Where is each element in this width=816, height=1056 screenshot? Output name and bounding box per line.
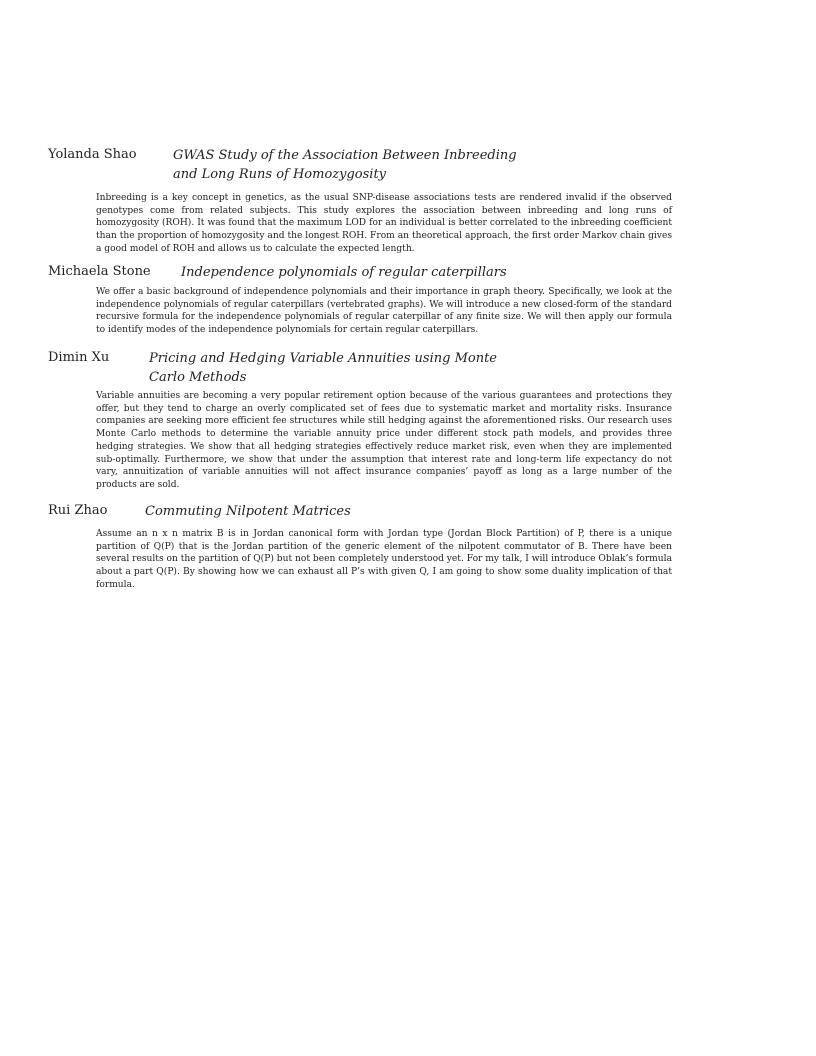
abstract-text: Inbreeding is a key concept in genetics, as the usual SNP-disease associations tests are rendered invalid if the observed genotypes come from related subjects. This study explores the association between inbreeding and long runs of homozygosity (ROH). It was found that the maximum LOD for an individual is better correlated to the inbreeding coefficient than the proportion of homozygosity and the longest ROH. From an theoretical approach, the first order Markov chain gives a good model of ROH and allows us to calculate the expected length.: [96, 193, 672, 254]
abstract-text: We offer a basic background of independence polynomials and their importance in graph theory. Specifically, we look at the independence polynomials of regular caterpillars (vertebrated graphs). We will introduce a new closed-form of the standard recursive formula for the independence polynomials of regular caterpillar of any finite size. We will then apply our formula to identify modes of the independence polynomials for certain regular caterpillars.: [96, 287, 672, 336]
talk-title-line: Independence polynomials of regular caterpillars: [181, 265, 507, 280]
talk-title: [149, 349, 497, 387]
entry-header: [48, 502, 674, 522]
talk-title: [181, 263, 507, 282]
abstract-text: Variable annuities are becoming a very popular retirement option because of the various guarantees and protections they offer, but they tend to charge an overly complicated set of fees due to systematic market and mortality risks. Insurance companies are seeking more efficient fee structures while still hedging against the aforementioned risks. Our research uses Monte Carlo methods to determine the variable annuity price under different stock path models, and provides three hedging strategies. We show that all hedging strategies effectively reduce market risk, even when they are implemented sub-optimally. Furthermore, we show that under the assumption that interest rate and long-term life expectancy do not vary, annuitization of variable annuities will not affect insurance companies’ payoff as long as a large number of the products are sold.: [96, 391, 672, 490]
talk-title-line: Carlo Methods: [149, 370, 247, 385]
abstract-entry: [48, 263, 674, 337]
talk-title-line: Pricing and Hedging Variable Annuities using Monte: [149, 351, 497, 366]
entry-header: [48, 263, 674, 283]
talk-title: [145, 502, 351, 521]
abstract-entry: [48, 349, 674, 492]
entry-header: [48, 146, 674, 184]
abstract-text: Assume an n x n matrix B is in Jordan canonical form with Jordan type (Jordan Block Partition) of P, there is a unique partition of Q(P) that is the Jordan partition of the generic element of the nilpotent commutator of B. There have been several results on the partition of Q(P) but not been completely understood yet. For my talk, I will introduce Oblak’s formula about a part Q(P). By showing how we can exhaust all P’s with given Q, I am going to show some duality implication of that formula.: [96, 529, 672, 590]
talk-title-line: Commuting Nilpotent Matrices: [145, 504, 351, 519]
author-name: Michaela Stone: [48, 264, 151, 279]
author-name: Dimin Xu: [48, 350, 110, 365]
talk-title-line: and Long Runs of Homozygosity: [173, 167, 387, 182]
abstract-entry: [48, 502, 674, 592]
talk-title-line: GWAS Study of the Association Between Inbreeding: [173, 148, 517, 163]
talk-title: [173, 146, 517, 184]
entry-header: [48, 349, 674, 387]
author-name: Yolanda Shao: [48, 147, 137, 162]
author-name: Rui Zhao: [48, 503, 108, 518]
abstract-entry: [48, 146, 674, 256]
